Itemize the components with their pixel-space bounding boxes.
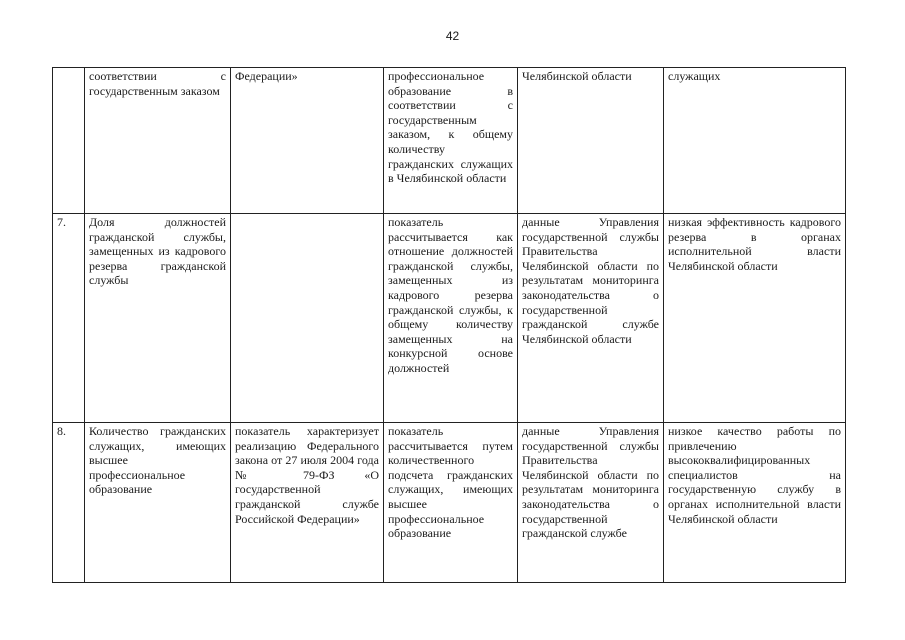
indicator-definition: Федерации» — [231, 68, 384, 214]
reason-text: низкое качество работы по привлечению высококвалифицированных специалистов на государственную службу в органах исполнительной власти Челябинской области — [664, 423, 846, 583]
calculation-method: показатель рассчитывается путем количественного подсчета гражданских служащих, имеющих высшее профессиональное образование — [384, 423, 518, 583]
table-row — [53, 68, 846, 214]
table-row — [53, 423, 846, 583]
row-number — [53, 68, 85, 214]
row-number: 7. — [53, 214, 85, 423]
page-number: 42 — [445, 29, 460, 43]
indicator-name: Количество гражданских служащих, имеющих высшее профессиональное образование — [85, 423, 231, 583]
calculation-method: показатель рассчитывается как отношение должностей гражданской службы, замещенных из кадрового резерва гражданской службы, к общему количеству замещенных на конкурсной основе должностей — [384, 214, 518, 423]
table-row — [53, 214, 846, 423]
data-source: данные Управления государственной службы Правительства Челябинской области по результатам мониторинга законодательства о государственной гражданской службе — [518, 423, 664, 583]
indicator-name: соответствии с государственным заказом — [85, 68, 231, 214]
data-source: данные Управления государственной службы Правительства Челябинской области по результатам мониторинга законодательства о государственной гражданской службе Челябинской области — [518, 214, 664, 423]
calculation-method: профессиональное образование в соответствии с государственным заказом, к общему количеству гражданских служащих в Челябинской области — [384, 68, 518, 214]
data-source: Челябинской области — [518, 68, 664, 214]
indicator-name: Доля должностей гражданской службы, замещенных из кадрового резерва гражданской службы — [85, 214, 231, 423]
reason-text: низкая эффективность кадрового резерва в органах исполнительной власти Челябинской области — [664, 214, 846, 423]
indicators-table — [52, 67, 846, 583]
reason-text: служащих — [664, 68, 846, 214]
indicator-definition: показатель характеризует реализацию Федерального закона от 27 июля 2004 года № 79-ФЗ «О государственной гражданской службе Российской Федерации» — [231, 423, 384, 583]
indicator-definition — [231, 214, 384, 423]
row-number: 8. — [53, 423, 85, 583]
